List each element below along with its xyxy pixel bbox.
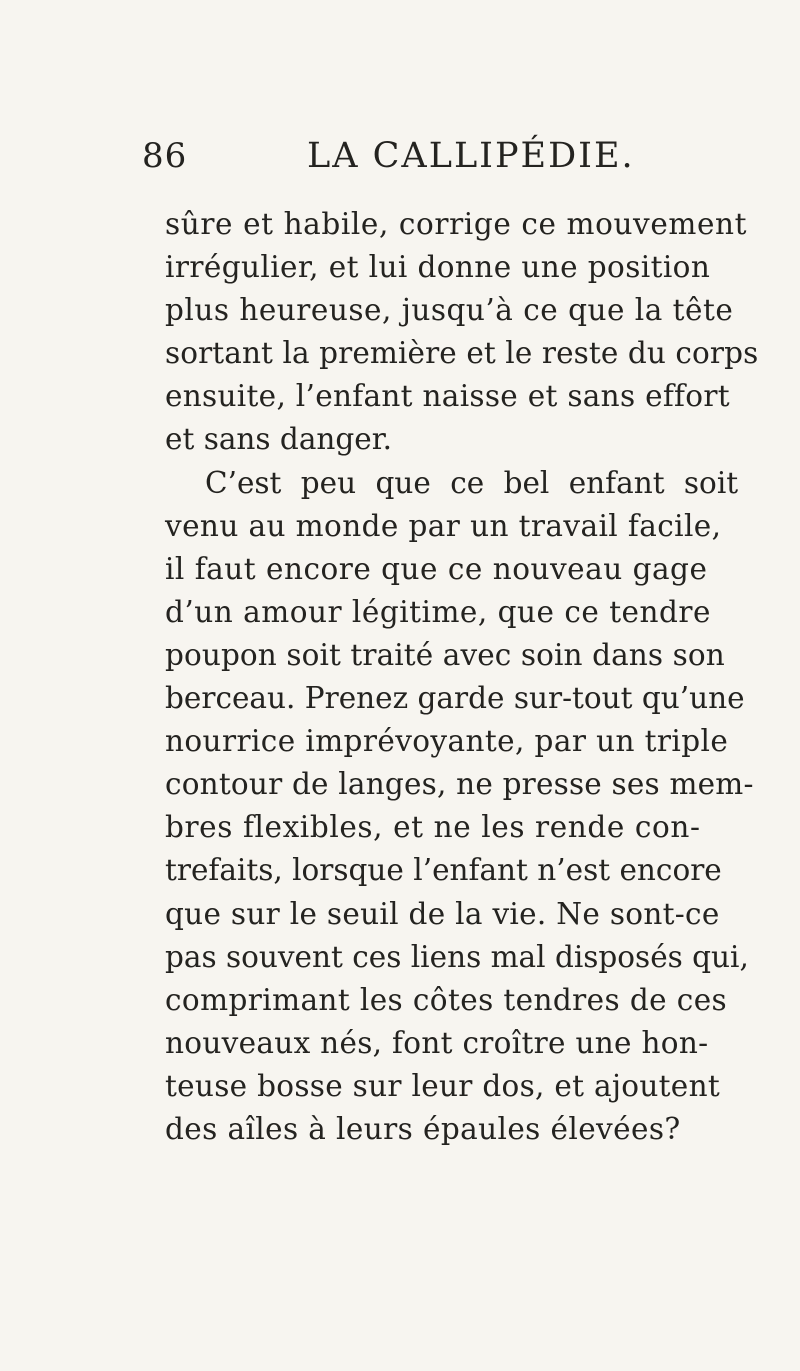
text-line: ensuite, l’enfant naisse et sans effort: [165, 379, 730, 414]
text-line: plus heureuse, jusqu’à ce que la tête: [165, 293, 734, 328]
text-line: comprimant les côtes tendres de ces: [165, 982, 728, 1017]
page-number: 86: [142, 136, 188, 176]
text-line: berceau. Prenez garde sur-tout qu’une: [165, 681, 745, 716]
text-line: que sur le seuil de la vie. Ne sont-ce: [165, 896, 720, 931]
text-line: trefaits, lorsque l’enfant n’est encore: [165, 853, 722, 888]
text-line: bres flexibles, et ne les rende con-: [165, 810, 701, 845]
text-line: et sans danger.: [165, 422, 392, 457]
text-line: irrégulier, et lui donne une position: [165, 250, 711, 285]
text-line: venu au monde par un travail facile,: [165, 508, 722, 543]
text-line: teuse bosse sur leur dos, et ajoutent: [165, 1068, 721, 1103]
running-title: LA CALLIPÉDIE.: [307, 136, 635, 176]
text-line: contour de langes, ne presse ses mem-: [165, 767, 754, 802]
text-line: nouveaux nés, font croître une hon-: [165, 1025, 709, 1060]
text-line: sûre et habile, corrige ce mouvement: [165, 207, 748, 241]
text-line: nourrice imprévoyante, par un triple: [165, 724, 729, 759]
text-line: pas souvent ces liens mal disposés qui,: [165, 939, 749, 974]
body-text: [165, 203, 787, 1151]
text-line: d’un amour légitime, que ce tendre: [165, 594, 711, 629]
page-header: [142, 136, 762, 186]
text-line: sortant la première et le reste du corps: [165, 336, 759, 371]
text-line: il faut encore que ce nouveau gage: [165, 551, 708, 586]
text-line: C’est peu que ce bel enfant soit: [205, 465, 739, 500]
text-line: poupon soit traité avec soin dans son: [165, 637, 725, 672]
text-line: des aîles à leurs épaules élevées?: [165, 1111, 681, 1146]
